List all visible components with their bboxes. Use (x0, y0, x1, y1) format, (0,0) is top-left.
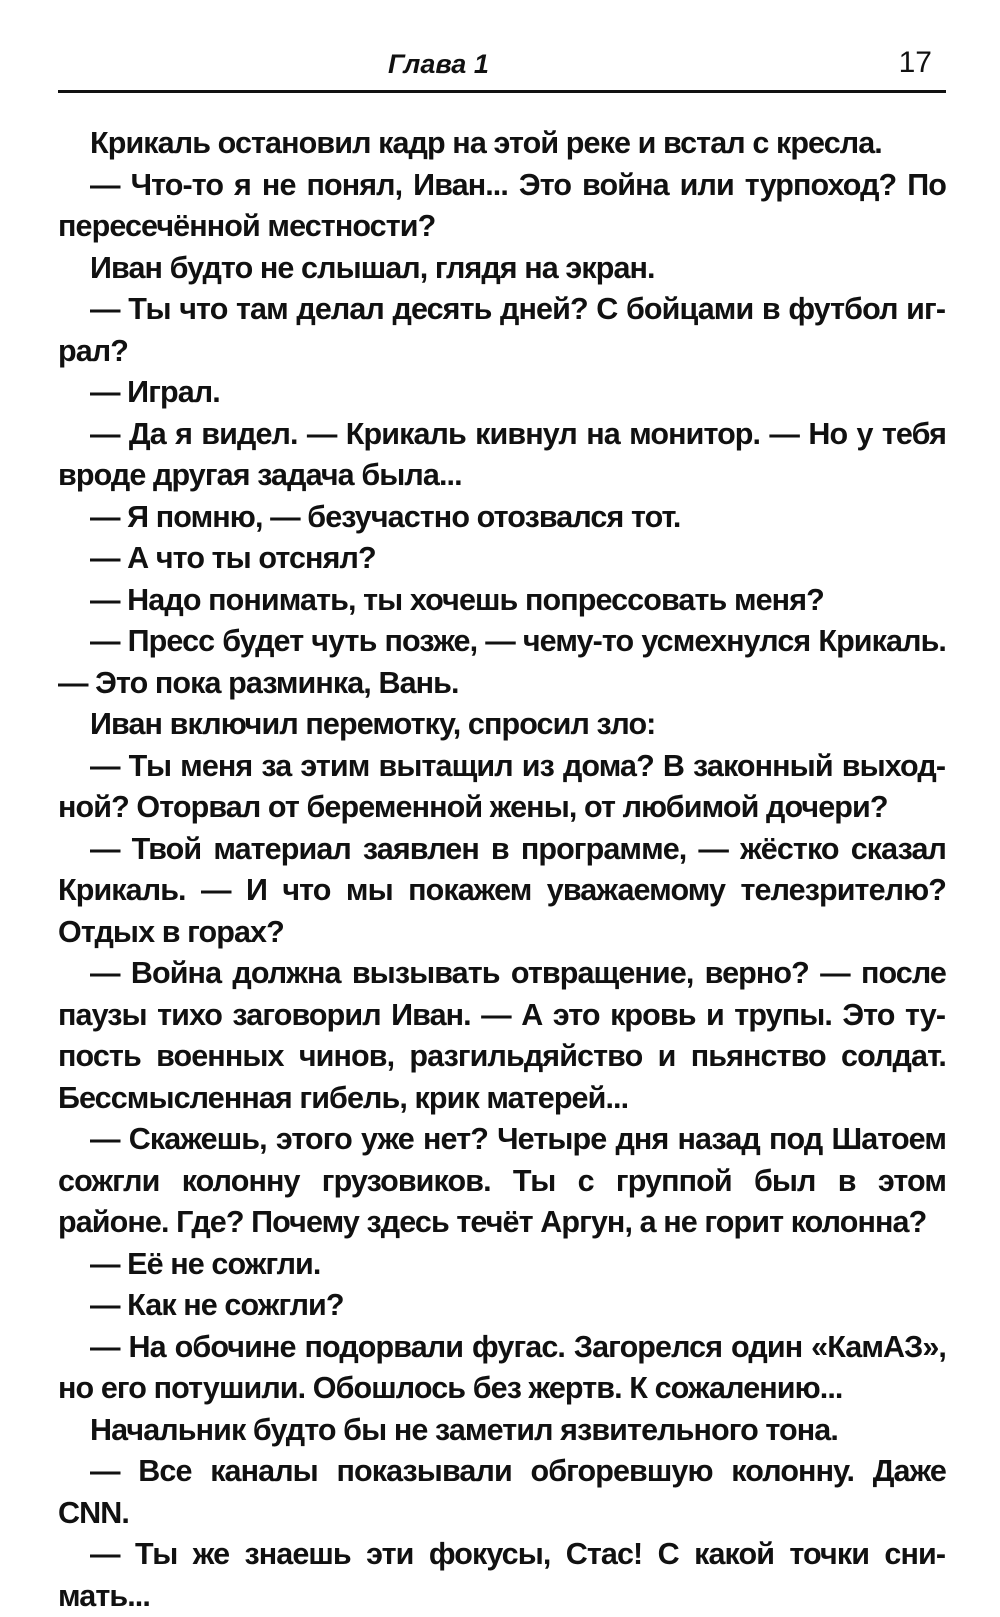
paragraph: — А что ты отснял? (90, 541, 376, 575)
paragraph: Начальник будто бы не заметил язвительного тона. (90, 1412, 838, 1447)
paragraph: Крикаль остановил кадр на этой реке и встал с кресла. (90, 126, 882, 160)
chapter-title: Глава 1 (388, 49, 489, 79)
body-text (58, 123, 946, 1617)
running-header (58, 44, 946, 93)
paragraph: — На обочине подорвали фугас. Загорелся один «КамАЗ», но его потушили. Обошлось без жертв. К сожалению... (58, 1329, 946, 1405)
paragraph: — Играл. (90, 375, 220, 409)
paragraph: — Её не сожгли. (90, 1246, 321, 1281)
paragraph: — Как не сожгли? (90, 1288, 344, 1322)
paragraph: — Скажешь, этого уже нет? Четыре дня назад под Шатоем сожгли колонну грузовиков. Ты с группой был в этом районе. Где? Почему здесь течёт Аргун, а не горит колонна? (58, 1122, 946, 1239)
paragraph: Иван включил перемотку, спросил зло: (90, 707, 656, 741)
paragraph: Иван будто не слышал, глядя на экран. (90, 250, 655, 285)
paragraph: — Я помню, — безучастно отозвался тот. (90, 499, 681, 534)
book-page (58, 44, 946, 1617)
paragraph: — Что-то я не понял, Иван... Это война или турпоход? По пересечённой местности? (58, 167, 946, 243)
paragraph: — Ты же знаешь эти фокусы, Стас! С какой точки снимать... (58, 1537, 946, 1613)
paragraph: — Все каналы показывали обгоревшую колонну. Даже CNN. (58, 1454, 946, 1530)
paragraph: — Пресс будет чуть позже, — чему-то усмехнулся Крикаль. — Это пока разминка, Вань. (58, 624, 946, 700)
paragraph: — Война должна вызывать отвращение, верно? — после паузы тихо заговорил Иван. — А это кровь и трупы. Это тупость военных чинов, разгильдяйство и пьянство солдат. Бессмысленная гибель, крик матерей... (58, 956, 946, 1115)
paragraph: — Ты что там делал десять дней? С бойцами в футбол играл? (58, 292, 946, 368)
paragraph: — Надо понимать, ты хочешь попрессовать меня? (90, 582, 824, 617)
paragraph: — Да я видел. — Крикаль кивнул на монитор. — Но у тебя вроде другая задача была... (58, 416, 946, 492)
page-number: 17 (898, 46, 932, 79)
paragraph: — Ты меня за этим вытащил из дома? В законный выходной? Оторвал от беременной жены, от любимой дочери? (58, 748, 946, 824)
paragraph: — Твой материал заявлен в программе, — жёстко сказал Крикаль. — И что мы покажем уважаемому телезрителю? Отдых в горах? (58, 831, 946, 949)
